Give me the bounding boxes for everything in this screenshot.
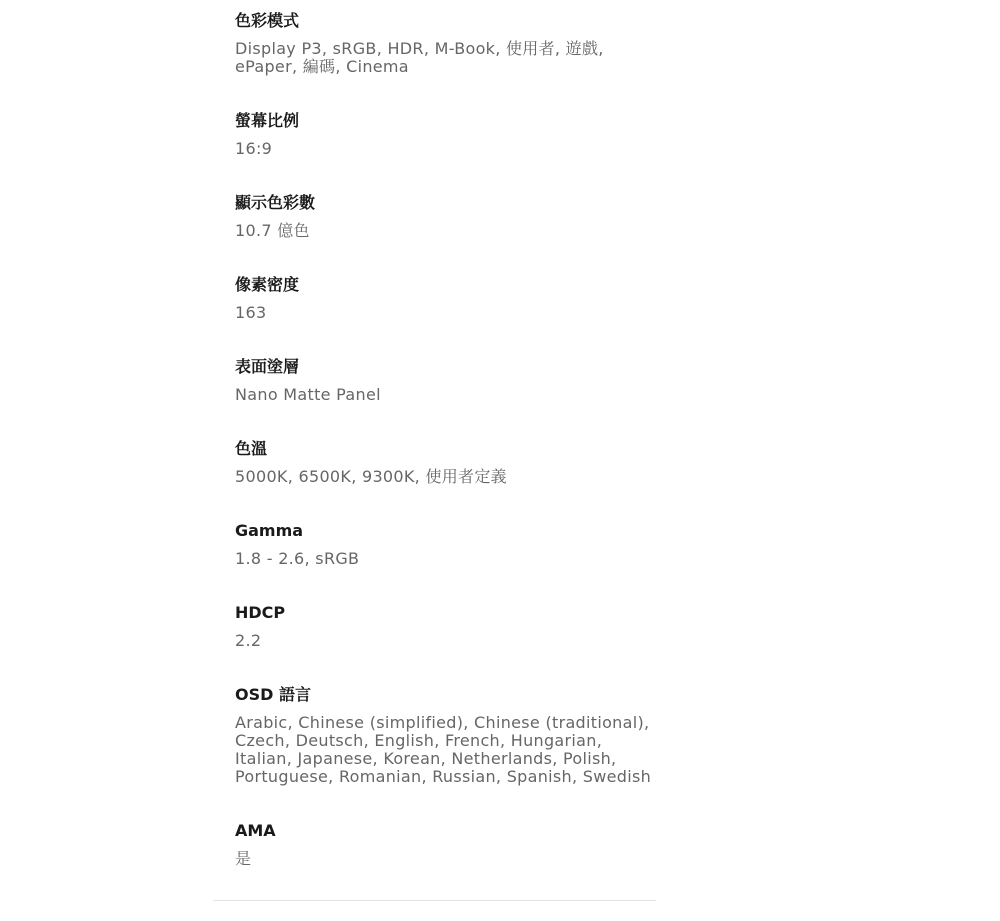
spec-value: Display P3, sRGB, HDR, M-Book, 使用者, 遊戲, ePaper, 編碼, Cinema [235, 39, 604, 76]
spec-value: 5000K, 6500K, 9300K, 使用者定義 [235, 467, 507, 486]
spec-item-display-colors [235, 192, 655, 274]
spec-label: 色彩模式 [235, 11, 300, 30]
spec-value: Nano Matte Panel [235, 385, 381, 404]
spec-item-gamma [235, 520, 655, 602]
spec-value: Arabic, Chinese (simplified), Chinese (traditional), Czech, Deutsch, English, French, Hungarian, Italian, Japanese, Korean, Netherlands, Polish, Portuguese, Romanian, Russian, Spanish, Swedish [235, 713, 652, 786]
spec-list [235, 10, 655, 880]
spec-item-aspect-ratio [235, 110, 655, 192]
spec-value: 1.8 - 2.6, sRGB [235, 549, 360, 568]
spec-item-surface-coating [235, 356, 655, 438]
spec-item-hdcp [235, 602, 655, 684]
spec-item-osd-language [235, 684, 655, 820]
spec-item-color-temperature [235, 438, 655, 520]
spec-label: OSD 語言 [235, 685, 311, 704]
spec-label: 螢幕比例 [235, 111, 300, 130]
spec-label: 像素密度 [235, 275, 300, 294]
spec-label: HDCP [235, 603, 286, 622]
spec-item-color-mode [235, 10, 655, 110]
spec-item-ama [235, 820, 655, 880]
spec-value: 10.7 億色 [235, 221, 310, 240]
spec-label: AMA [235, 821, 276, 840]
spec-value: 2.2 [235, 631, 262, 650]
spec-item-pixel-density [235, 274, 655, 356]
spec-value: 16:9 [235, 139, 273, 158]
spec-label: 顯示色彩數 [235, 193, 316, 212]
spec-label: 表面塗層 [235, 357, 300, 376]
spec-label: Gamma [235, 521, 304, 540]
spec-value: 是 [235, 849, 252, 868]
spec-value: 163 [235, 303, 267, 322]
spec-label: 色溫 [235, 439, 268, 458]
divider [213, 900, 656, 901]
